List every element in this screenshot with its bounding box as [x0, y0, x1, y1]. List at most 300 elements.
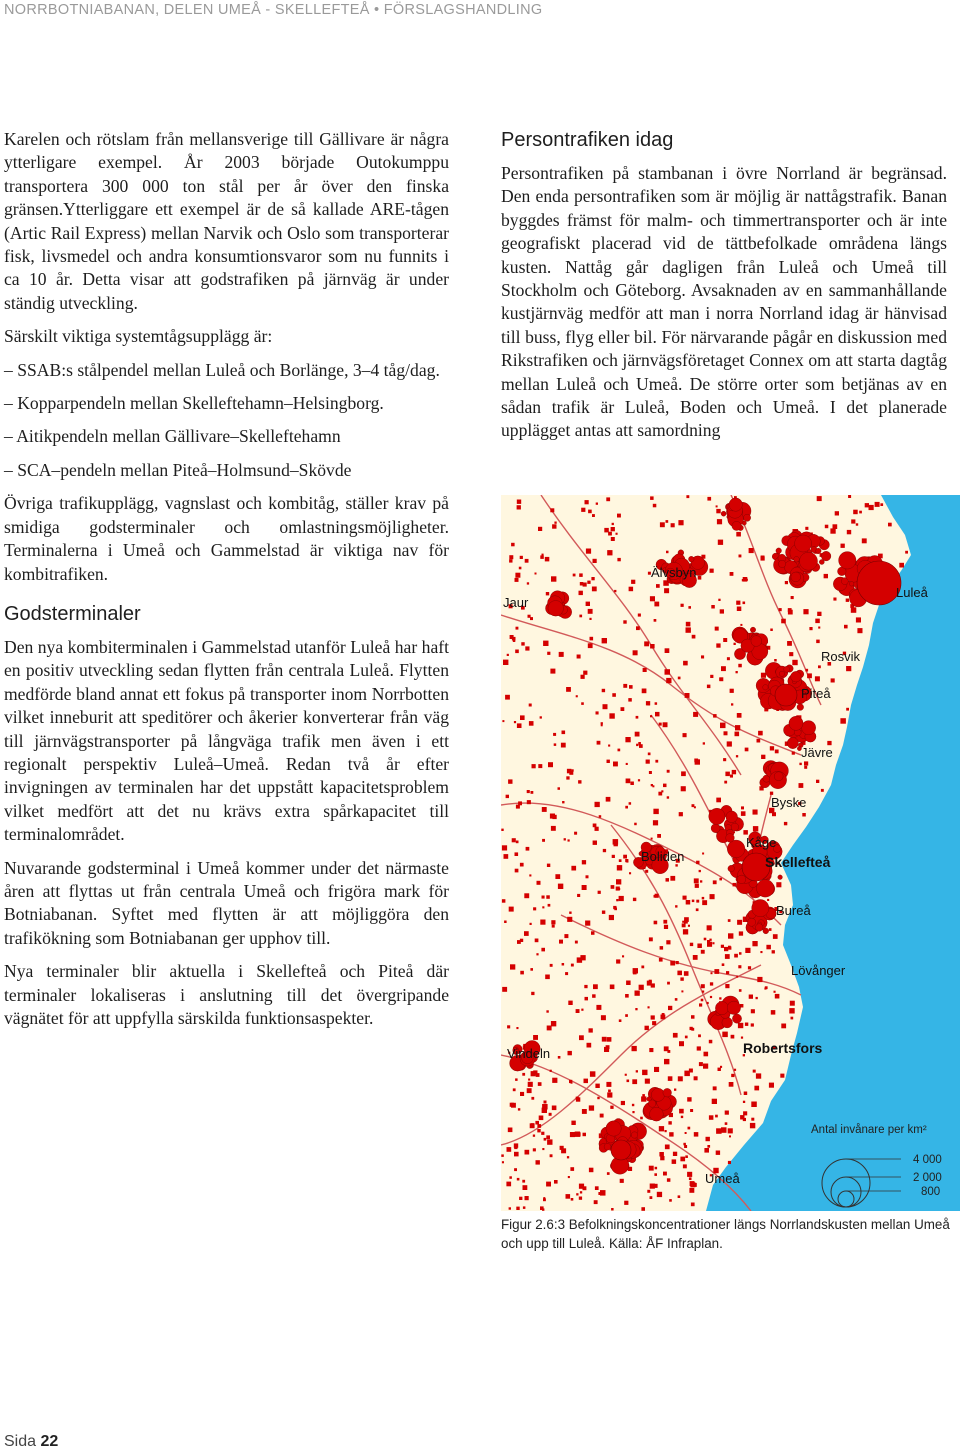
settlement-dot — [558, 1056, 561, 1059]
settlement-dot — [716, 505, 718, 507]
settlement-dot — [757, 739, 761, 743]
settlement-dot — [527, 800, 531, 804]
settlement-dot — [625, 1074, 627, 1076]
settlement-dot — [721, 945, 724, 948]
settlement-dot — [587, 1043, 592, 1048]
settlement-dot — [709, 1115, 714, 1120]
list-item: – Aitikpendeln mellan Gällivare–Skelleftehamn — [4, 426, 341, 447]
settlement-dot — [638, 614, 641, 617]
settlement-dot — [730, 775, 733, 778]
settlement-dot — [725, 954, 730, 959]
settlement-dot — [694, 1076, 698, 1080]
settlement-dot — [741, 811, 746, 816]
settlement-dot — [618, 888, 620, 890]
settlement-dot — [546, 592, 549, 595]
settlement-dot — [603, 849, 606, 852]
settlement-dot — [725, 1122, 728, 1125]
settlement-dot — [611, 1208, 614, 1211]
settlement-dot — [579, 1197, 582, 1200]
settlement-dot — [611, 537, 615, 541]
population-circle — [849, 582, 854, 587]
settlement-dot — [659, 723, 662, 726]
settlement-dot — [775, 994, 780, 999]
settlement-dot — [619, 1019, 622, 1022]
settlement-dot — [679, 812, 683, 816]
settlement-dot — [848, 495, 851, 498]
settlement-dot — [540, 920, 545, 925]
settlement-dot — [520, 971, 524, 975]
settlement-dot — [663, 920, 667, 924]
population-circle — [729, 498, 742, 511]
settlement-dot — [709, 1040, 713, 1044]
settlement-dot — [538, 1082, 542, 1086]
settlement-dot — [512, 838, 516, 842]
settlement-dot — [529, 704, 532, 707]
settlement-dot — [670, 961, 675, 966]
settlement-dot — [509, 1176, 512, 1179]
settlement-dot — [685, 693, 690, 698]
settlement-dot — [692, 804, 695, 807]
settlement-dot — [641, 966, 644, 969]
settlement-dot — [666, 940, 670, 944]
settlement-dot — [741, 1037, 743, 1039]
settlement-dot — [714, 969, 719, 974]
settlement-dot — [579, 615, 582, 618]
settlement-dot — [650, 644, 655, 649]
settlement-dot — [830, 528, 835, 533]
settlement-dot — [816, 780, 819, 783]
settlement-dot — [506, 795, 509, 798]
settlement-dot — [710, 675, 713, 678]
population-circle — [631, 1132, 637, 1138]
settlement-dot — [702, 991, 704, 993]
settlement-dot — [654, 1067, 659, 1072]
settlement-dot — [551, 576, 556, 581]
settlement-dot — [684, 917, 689, 922]
settlement-dot — [722, 963, 725, 966]
settlement-dot — [723, 758, 726, 761]
settlement-dot — [626, 861, 628, 863]
settlement-dot — [688, 606, 691, 609]
settlement-dot — [520, 715, 525, 720]
settlement-dot — [613, 762, 618, 767]
settlement-dot — [577, 957, 582, 962]
settlement-dot — [688, 1127, 691, 1130]
settlement-dot — [533, 1070, 537, 1074]
settlement-dot — [817, 496, 822, 501]
settlement-dot — [841, 544, 845, 548]
settlement-dot — [751, 1118, 754, 1121]
settlement-dot — [550, 964, 553, 967]
settlement-dot — [568, 1001, 572, 1005]
settlement-dot — [544, 1138, 547, 1141]
settlement-dot — [693, 712, 698, 717]
settlement-dot — [721, 666, 726, 671]
settlement-dot — [658, 792, 662, 796]
population-circle-large — [611, 1140, 631, 1160]
settlement-dot — [654, 895, 657, 898]
settlement-dot — [688, 925, 690, 927]
settlement-dot — [655, 760, 658, 763]
settlement-dot — [607, 1172, 610, 1175]
settlement-dot — [536, 953, 538, 955]
settlement-dot — [750, 1123, 755, 1128]
settlement-dot — [692, 900, 695, 903]
settlement-dot — [581, 675, 585, 679]
settlement-dot — [509, 1207, 511, 1209]
settlement-dot — [697, 1046, 701, 1050]
settlement-dot — [665, 669, 671, 675]
settlement-dot — [631, 580, 635, 584]
settlement-dot — [679, 1041, 684, 1046]
settlement-dot — [559, 652, 564, 657]
settlement-dot — [683, 733, 687, 737]
settlement-dot — [707, 1002, 709, 1004]
settlement-dot — [602, 1037, 607, 1042]
settlement-dot — [616, 533, 618, 535]
settlement-dot — [517, 500, 521, 504]
settlement-dot — [681, 771, 686, 776]
settlement-dot — [640, 1117, 643, 1120]
settlement-dot — [650, 715, 652, 717]
settlement-dot — [713, 714, 717, 718]
running-header: NORRBOTNIABANAN, DELEN UMEÅ - SKELLEFTEÅ • FÖRSLAGSHANDLING — [4, 2, 543, 18]
settlement-dot — [532, 764, 536, 768]
settlement-dot — [792, 752, 795, 755]
settlement-dot — [789, 1008, 794, 1013]
settlement-dot — [616, 959, 620, 963]
settlement-dot — [718, 599, 720, 601]
settlement-dot — [691, 1015, 695, 1019]
settlement-dot — [654, 921, 658, 925]
settlement-dot — [888, 523, 892, 527]
settlement-dot — [645, 1026, 649, 1030]
settlement-dot — [682, 921, 684, 923]
settlement-dot — [675, 998, 678, 1001]
settlement-dot — [745, 748, 749, 752]
settlement-dot — [547, 652, 550, 655]
settlement-dot — [586, 875, 589, 878]
settlement-dot — [527, 790, 530, 793]
settlement-dot — [513, 1088, 516, 1091]
settlement-dot — [610, 1106, 613, 1109]
settlement-dot — [787, 641, 792, 646]
settlement-dot — [505, 695, 510, 700]
settlement-dot — [569, 912, 571, 914]
settlement-dot — [663, 722, 668, 727]
settlement-dot — [576, 1009, 580, 1013]
settlement-dot — [596, 1005, 601, 1010]
settlement-dot — [668, 1121, 671, 1124]
settlement-dot — [587, 581, 590, 584]
settlement-dot — [592, 514, 595, 517]
settlement-dot — [522, 1073, 525, 1076]
settlement-dot — [680, 1157, 685, 1162]
settlement-dot — [609, 915, 614, 920]
settlement-dot — [711, 605, 715, 609]
settlement-dot — [542, 1148, 544, 1150]
settlement-dot — [581, 508, 585, 512]
settlement-dot — [649, 1048, 653, 1052]
settlement-dot — [776, 882, 781, 887]
population-circle — [789, 716, 803, 730]
figure-caption: Figur 2.6:3 Befolkningskoncentrationer längs Norrlandskusten mellan Umeå och upp till Luleå. Källa: ÅF Infraplan. — [501, 1217, 950, 1251]
settlement-dot — [579, 573, 583, 577]
settlement-dot — [561, 743, 566, 748]
settlement-dot — [602, 638, 607, 643]
settlement-dot — [626, 981, 631, 986]
place-label: Skellefteå — [765, 854, 831, 870]
place-label: Jävre — [801, 745, 833, 760]
settlement-dot — [510, 635, 514, 639]
population-circle — [711, 824, 720, 833]
settlement-dot — [736, 532, 741, 537]
settlement-dot — [626, 763, 628, 765]
settlement-dot — [596, 503, 598, 505]
settlement-dot — [685, 1132, 687, 1134]
settlement-dot — [674, 1089, 676, 1091]
population-circle — [548, 601, 564, 617]
settlement-dot — [632, 1111, 634, 1113]
settlement-dot — [696, 861, 699, 864]
settlement-dot — [681, 604, 684, 607]
settlement-dot — [595, 802, 600, 807]
settlement-dot — [673, 1152, 677, 1156]
settlement-dot — [501, 1154, 504, 1157]
population-circle — [802, 721, 816, 735]
settlement-dot — [660, 946, 664, 950]
settlement-dot — [629, 685, 633, 689]
settlement-dot — [601, 722, 603, 724]
settlement-dot — [550, 814, 555, 819]
settlement-dot — [649, 1166, 654, 1171]
settlement-dot — [575, 1132, 580, 1137]
settlement-dot — [690, 1109, 693, 1112]
settlement-dot — [515, 573, 520, 578]
settlement-dot — [650, 496, 654, 500]
settlement-dot — [504, 854, 509, 859]
settlement-dot — [541, 948, 545, 952]
settlement-dot — [548, 762, 553, 767]
settlement-dot — [730, 689, 734, 693]
paragraph: Den nya kombiterminalen i Gammelstad utanför Luleå har haft en positiv utveckling sedan flytten från centrala Luleå. Flytten medförde bland annat ett fokus på transporter inom Norrbotten vilket inneburit att speditörer och åkerier konverterar från väg till järnvägstransporter på långväga trafik men även i ett regionalt perspektiv Luleå–Umeå. Redan två år efter invigningen av terminalen har det uppstått kapacitetsproblem vilket medfört att det nu krävs extra spårkapacitet till terminalområdet. — [4, 636, 449, 845]
settlement-dot — [529, 874, 531, 876]
settlement-dot — [571, 964, 574, 967]
population-circle — [663, 1088, 672, 1097]
settlement-dot — [586, 549, 591, 554]
settlement-dot — [601, 724, 603, 726]
settlement-dot — [526, 847, 530, 851]
settlement-dot — [627, 1080, 630, 1083]
settlement-dot — [577, 894, 580, 897]
settlement-dot — [905, 551, 908, 554]
settlement-dot — [546, 895, 550, 899]
settlement-dot — [780, 1074, 784, 1078]
settlement-dot — [620, 1179, 624, 1183]
list-item: – Kopparpendeln mellan Skelleftehamn–Helsingborg. — [4, 393, 384, 414]
settlement-dot — [727, 741, 732, 746]
settlement-dot — [606, 497, 610, 501]
settlement-dot — [695, 884, 699, 888]
population-circle — [689, 556, 695, 562]
settlement-dot — [728, 1161, 731, 1164]
settlement-dot — [716, 1151, 720, 1155]
settlement-dot — [869, 505, 874, 510]
settlement-dot — [700, 880, 702, 882]
settlement-dot — [717, 519, 722, 524]
right-column — [501, 128, 947, 453]
settlement-dot — [529, 721, 534, 726]
settlement-dot — [733, 883, 737, 887]
settlement-dot — [609, 713, 614, 718]
settlement-dot — [617, 514, 621, 518]
settlement-dot — [645, 1079, 650, 1084]
settlement-dot — [824, 574, 828, 578]
settlement-dot — [582, 860, 586, 864]
settlement-dot — [580, 582, 584, 586]
settlement-dot — [608, 1090, 611, 1093]
settlement-dot — [678, 1195, 681, 1198]
settlement-dot — [655, 712, 660, 717]
settlement-dot — [548, 904, 551, 907]
settlement-dot — [502, 720, 504, 722]
settlement-dot — [593, 824, 597, 828]
settlement-dot — [502, 987, 507, 992]
settlement-dot — [779, 608, 782, 611]
settlement-dot — [595, 827, 599, 831]
settlement-dot — [566, 776, 569, 779]
settlement-dot — [523, 1206, 526, 1209]
population-circle — [750, 627, 755, 632]
population-circle-large — [775, 684, 797, 706]
settlement-dot — [613, 906, 616, 909]
settlement-dot — [575, 941, 578, 944]
settlement-dot — [707, 497, 711, 501]
settlement-dot — [567, 769, 572, 774]
settlement-dot — [653, 504, 657, 508]
settlement-dot — [564, 934, 568, 938]
settlement-dot — [744, 1092, 748, 1096]
settlement-dot — [685, 1036, 688, 1039]
settlement-dot — [664, 1059, 669, 1064]
settlement-dot — [684, 1145, 687, 1148]
settlement-dot — [703, 742, 705, 744]
settlement-dot — [716, 643, 720, 647]
settlement-dot — [651, 983, 655, 987]
settlement-dot — [816, 640, 820, 644]
settlement-dot — [790, 1001, 795, 1006]
settlement-dot — [737, 920, 742, 925]
settlement-dot — [649, 937, 653, 941]
population-circle — [744, 514, 751, 521]
settlement-dot — [539, 1116, 544, 1121]
settlement-dot — [642, 1094, 645, 1097]
settlement-dot — [571, 1198, 574, 1201]
settlement-dot — [523, 1185, 528, 1190]
settlement-dot — [756, 997, 758, 999]
settlement-dot — [527, 582, 529, 584]
settlement-dot — [520, 863, 524, 867]
settlement-dot — [667, 770, 670, 773]
settlement-dot — [624, 1201, 628, 1205]
settlement-dot — [653, 820, 658, 825]
settlement-dot — [547, 1026, 552, 1031]
settlement-dot — [608, 745, 610, 747]
left-column — [4, 128, 449, 1040]
settlement-dot — [745, 948, 750, 953]
settlement-dot — [607, 1092, 612, 1097]
settlement-dot — [524, 931, 529, 936]
settlement-dot — [773, 934, 778, 939]
settlement-dot — [533, 907, 536, 910]
settlement-dot — [589, 1105, 594, 1110]
settlement-dot — [507, 1025, 510, 1028]
settlement-dot — [788, 610, 793, 615]
settlement-dot — [743, 602, 746, 605]
settlement-dot — [751, 1102, 757, 1108]
population-circle — [763, 685, 768, 690]
settlement-dot — [681, 786, 686, 791]
settlement-dot — [530, 968, 533, 971]
settlement-dot — [663, 784, 667, 788]
settlement-dot — [690, 1027, 693, 1030]
settlement-dot — [784, 822, 787, 825]
settlement-dot — [576, 1097, 580, 1101]
settlement-dot — [683, 929, 688, 934]
settlement-dot — [725, 984, 729, 988]
population-circle — [752, 900, 769, 917]
settlement-dot — [728, 919, 731, 922]
settlement-dot — [735, 725, 740, 730]
settlement-dot — [775, 750, 779, 754]
settlement-dot — [728, 946, 731, 949]
settlement-dot — [607, 550, 612, 555]
settlement-dot — [847, 530, 851, 534]
settlement-dot — [712, 1099, 717, 1104]
settlement-dot — [694, 878, 699, 883]
settlement-dot — [736, 671, 738, 673]
population-circle — [784, 666, 790, 672]
settlement-dot — [651, 1015, 655, 1019]
settlement-dot — [642, 1070, 647, 1075]
settlement-dot — [636, 1070, 638, 1072]
settlement-dot — [633, 650, 638, 655]
settlement-dot — [699, 1062, 703, 1066]
settlement-dot — [659, 958, 663, 962]
population-circle — [757, 880, 775, 898]
population-map-svg — [501, 495, 960, 1211]
settlement-dot — [611, 885, 615, 889]
settlement-dot — [525, 646, 529, 650]
settlement-dot — [639, 985, 644, 990]
settlement-dot — [644, 641, 649, 646]
settlement-dot — [588, 510, 592, 514]
settlement-dot — [695, 759, 700, 764]
settlement-dot — [604, 1047, 609, 1052]
settlement-dot — [664, 588, 669, 593]
settlement-dot — [592, 587, 597, 592]
settlement-dot — [533, 1035, 538, 1040]
settlement-dot — [825, 525, 829, 529]
settlement-dot — [516, 627, 519, 630]
settlement-dot — [546, 1135, 550, 1139]
population-circle — [795, 535, 812, 552]
settlement-dot — [607, 1037, 612, 1042]
settlement-dot — [856, 617, 861, 622]
settlement-dot — [519, 1197, 522, 1200]
population-circle — [651, 1088, 664, 1101]
settlement-dot — [515, 869, 519, 873]
